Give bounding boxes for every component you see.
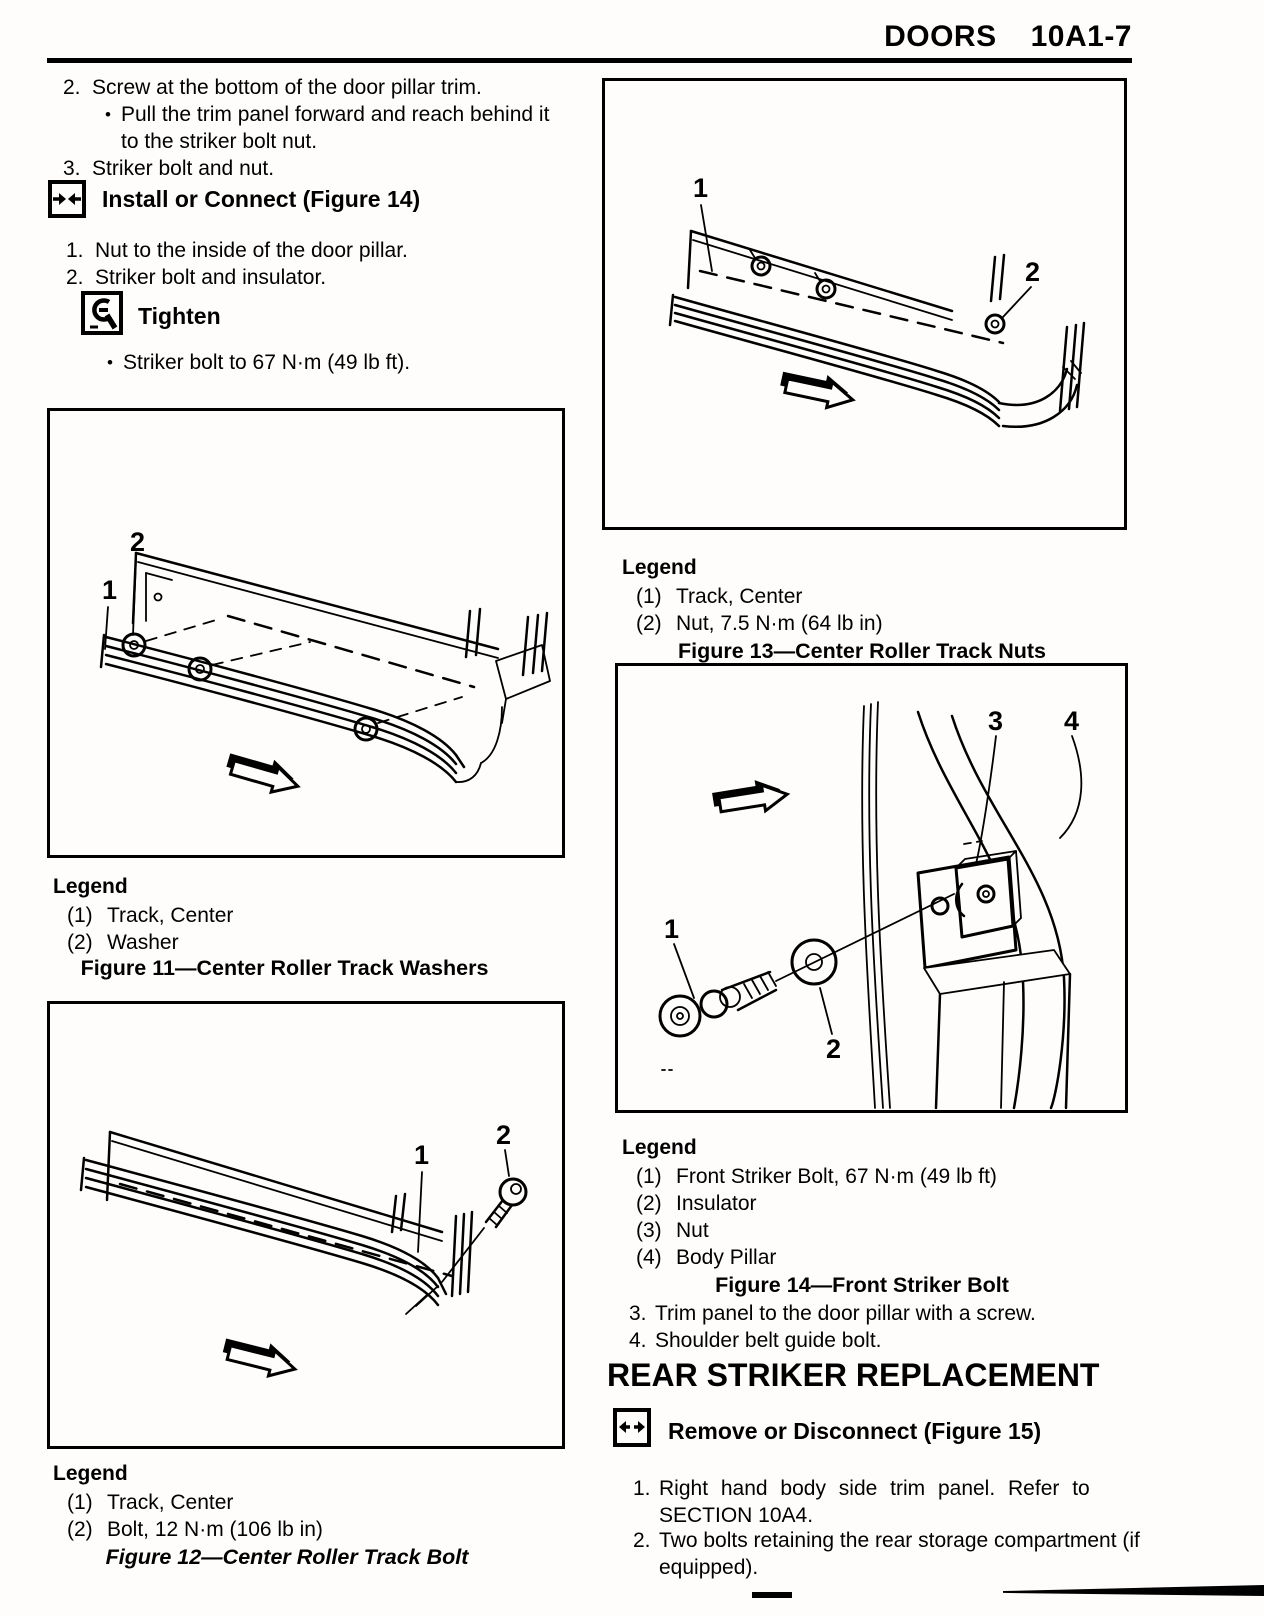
fig11-caption: Figure 11—Center Roller Track Washers [80,956,489,980]
fig14-legend-title: Legend [622,1136,697,1159]
fig12-callout-2: 2 [496,1120,512,1150]
page-title-number: 10A1-7 [1030,20,1132,53]
fig14-callout-4: 4 [1064,706,1080,736]
fig11-callout-1: 1 [102,575,118,605]
page-title-section: DOORS [884,20,997,53]
direction-arrow-icon [220,1333,300,1382]
remove-disconnect-icon [613,1408,651,1447]
removal-substep-cont: to the striker bolt nut. [121,130,318,153]
fig14-legend-item: (2) Insulator [636,1192,757,1215]
fig12-caption: Figure 12—Center Roller Track Bolt [105,1545,469,1569]
install-step: 3. Trim panel to the door pillar with a screw. [629,1302,1036,1325]
center-track-lines [670,295,1081,427]
tighten-note: • Striker bolt to 67 N·m (49 lb ft). [107,351,411,374]
striker-assembly [918,841,1070,1108]
install-connect-heading: Install or Connect (Figure 14) [102,186,421,212]
fig12-legend-item: (2) Bolt, 12 N·m (106 lb in) [67,1518,323,1541]
install-step: 2. Striker bolt and insulator. [66,266,327,289]
fig14-legend-item: (3) Nut [636,1219,709,1242]
fig12-legend-title: Legend [53,1462,128,1485]
fig11-legend-item: (1) Track, Center [67,904,234,927]
direction-arrow-icon [223,748,303,799]
fig13-caption: Figure 13—Center Roller Track Nuts [678,639,1046,663]
fig14-legend-item: (4) Body Pillar [636,1246,777,1269]
remove-disconnect-heading: Remove or Disconnect (Figure 15) [668,1418,1042,1444]
removal-step: 3. Striker bolt and nut. [63,157,275,180]
figure-11-frame [47,408,565,858]
weatherstrip-lines [862,702,890,1108]
direction-arrow-icon [778,366,857,413]
remove-step-cont: equipped). [659,1556,759,1579]
fig13-legend-item: (1) Track, Center [636,585,803,608]
fig14-callout-3: 3 [988,706,1004,736]
figure-14-illustration [618,666,1125,1110]
page-title [600,20,1132,54]
install-step: 1. Nut to the inside of the door pillar. [66,239,408,262]
fig12-callout-1: 1 [414,1140,430,1170]
fig14-caption: Figure 14—Front Striker Bolt [715,1273,1009,1297]
direction-arrow-icon [711,775,789,818]
remove-step: 2. Two bolts retaining the rear storage compartment (if [633,1529,1140,1552]
fig13-legend-item: (2) Nut, 7.5 N·m (64 lb in) [636,612,883,635]
figure-13-frame [602,78,1127,530]
tighten-wrench-icon [81,291,123,335]
center-track-lines [81,1158,446,1314]
fig14-callout-1: 1 [664,914,680,944]
header-rule [47,58,1132,63]
figure-12-frame [47,1001,565,1449]
tighten-heading: Tighten [138,303,221,329]
bullet-icon: • [107,353,113,372]
fig13-callout-1: 1 [693,173,709,203]
section-heading: REAR STRIKER REPLACEMENT [607,1357,1100,1393]
fig13-callout-2: 2 [1025,257,1041,287]
scan-artifact [752,1592,792,1598]
figure-14-frame [615,663,1128,1113]
fig14-callout-2: 2 [826,1034,842,1064]
fig13-legend-title: Legend [622,556,697,579]
remove-step-cont: SECTION 10A4. [659,1504,814,1527]
figure-11-illustration [50,411,562,855]
fig12-legend-item: (1) Track, Center [67,1491,234,1514]
fig11-callout-2: 2 [130,527,146,557]
fig14-legend-item: (1) Front Striker Bolt, 67 N·m (49 lb ft) [636,1165,997,1188]
remove-step: 1. Right hand body side trim panel. Refer to [633,1477,1090,1500]
figure-13-illustration [605,81,1124,527]
figure-12-illustration [50,1004,562,1446]
fig11-legend-title: Legend [53,875,128,898]
removal-substep: • Pull the trim panel forward and reach behind it [105,103,550,126]
nut-symbols [750,250,835,298]
install-connect-icon [48,180,86,218]
removal-step: 2. Screw at the bottom of the door pillar trim. [63,76,482,99]
install-step: 4. Shoulder belt guide bolt. [629,1329,882,1352]
fig11-legend-item: (2) Washer [67,931,179,954]
scan-artifact [1003,1585,1264,1596]
bullet-icon: • [105,105,111,124]
